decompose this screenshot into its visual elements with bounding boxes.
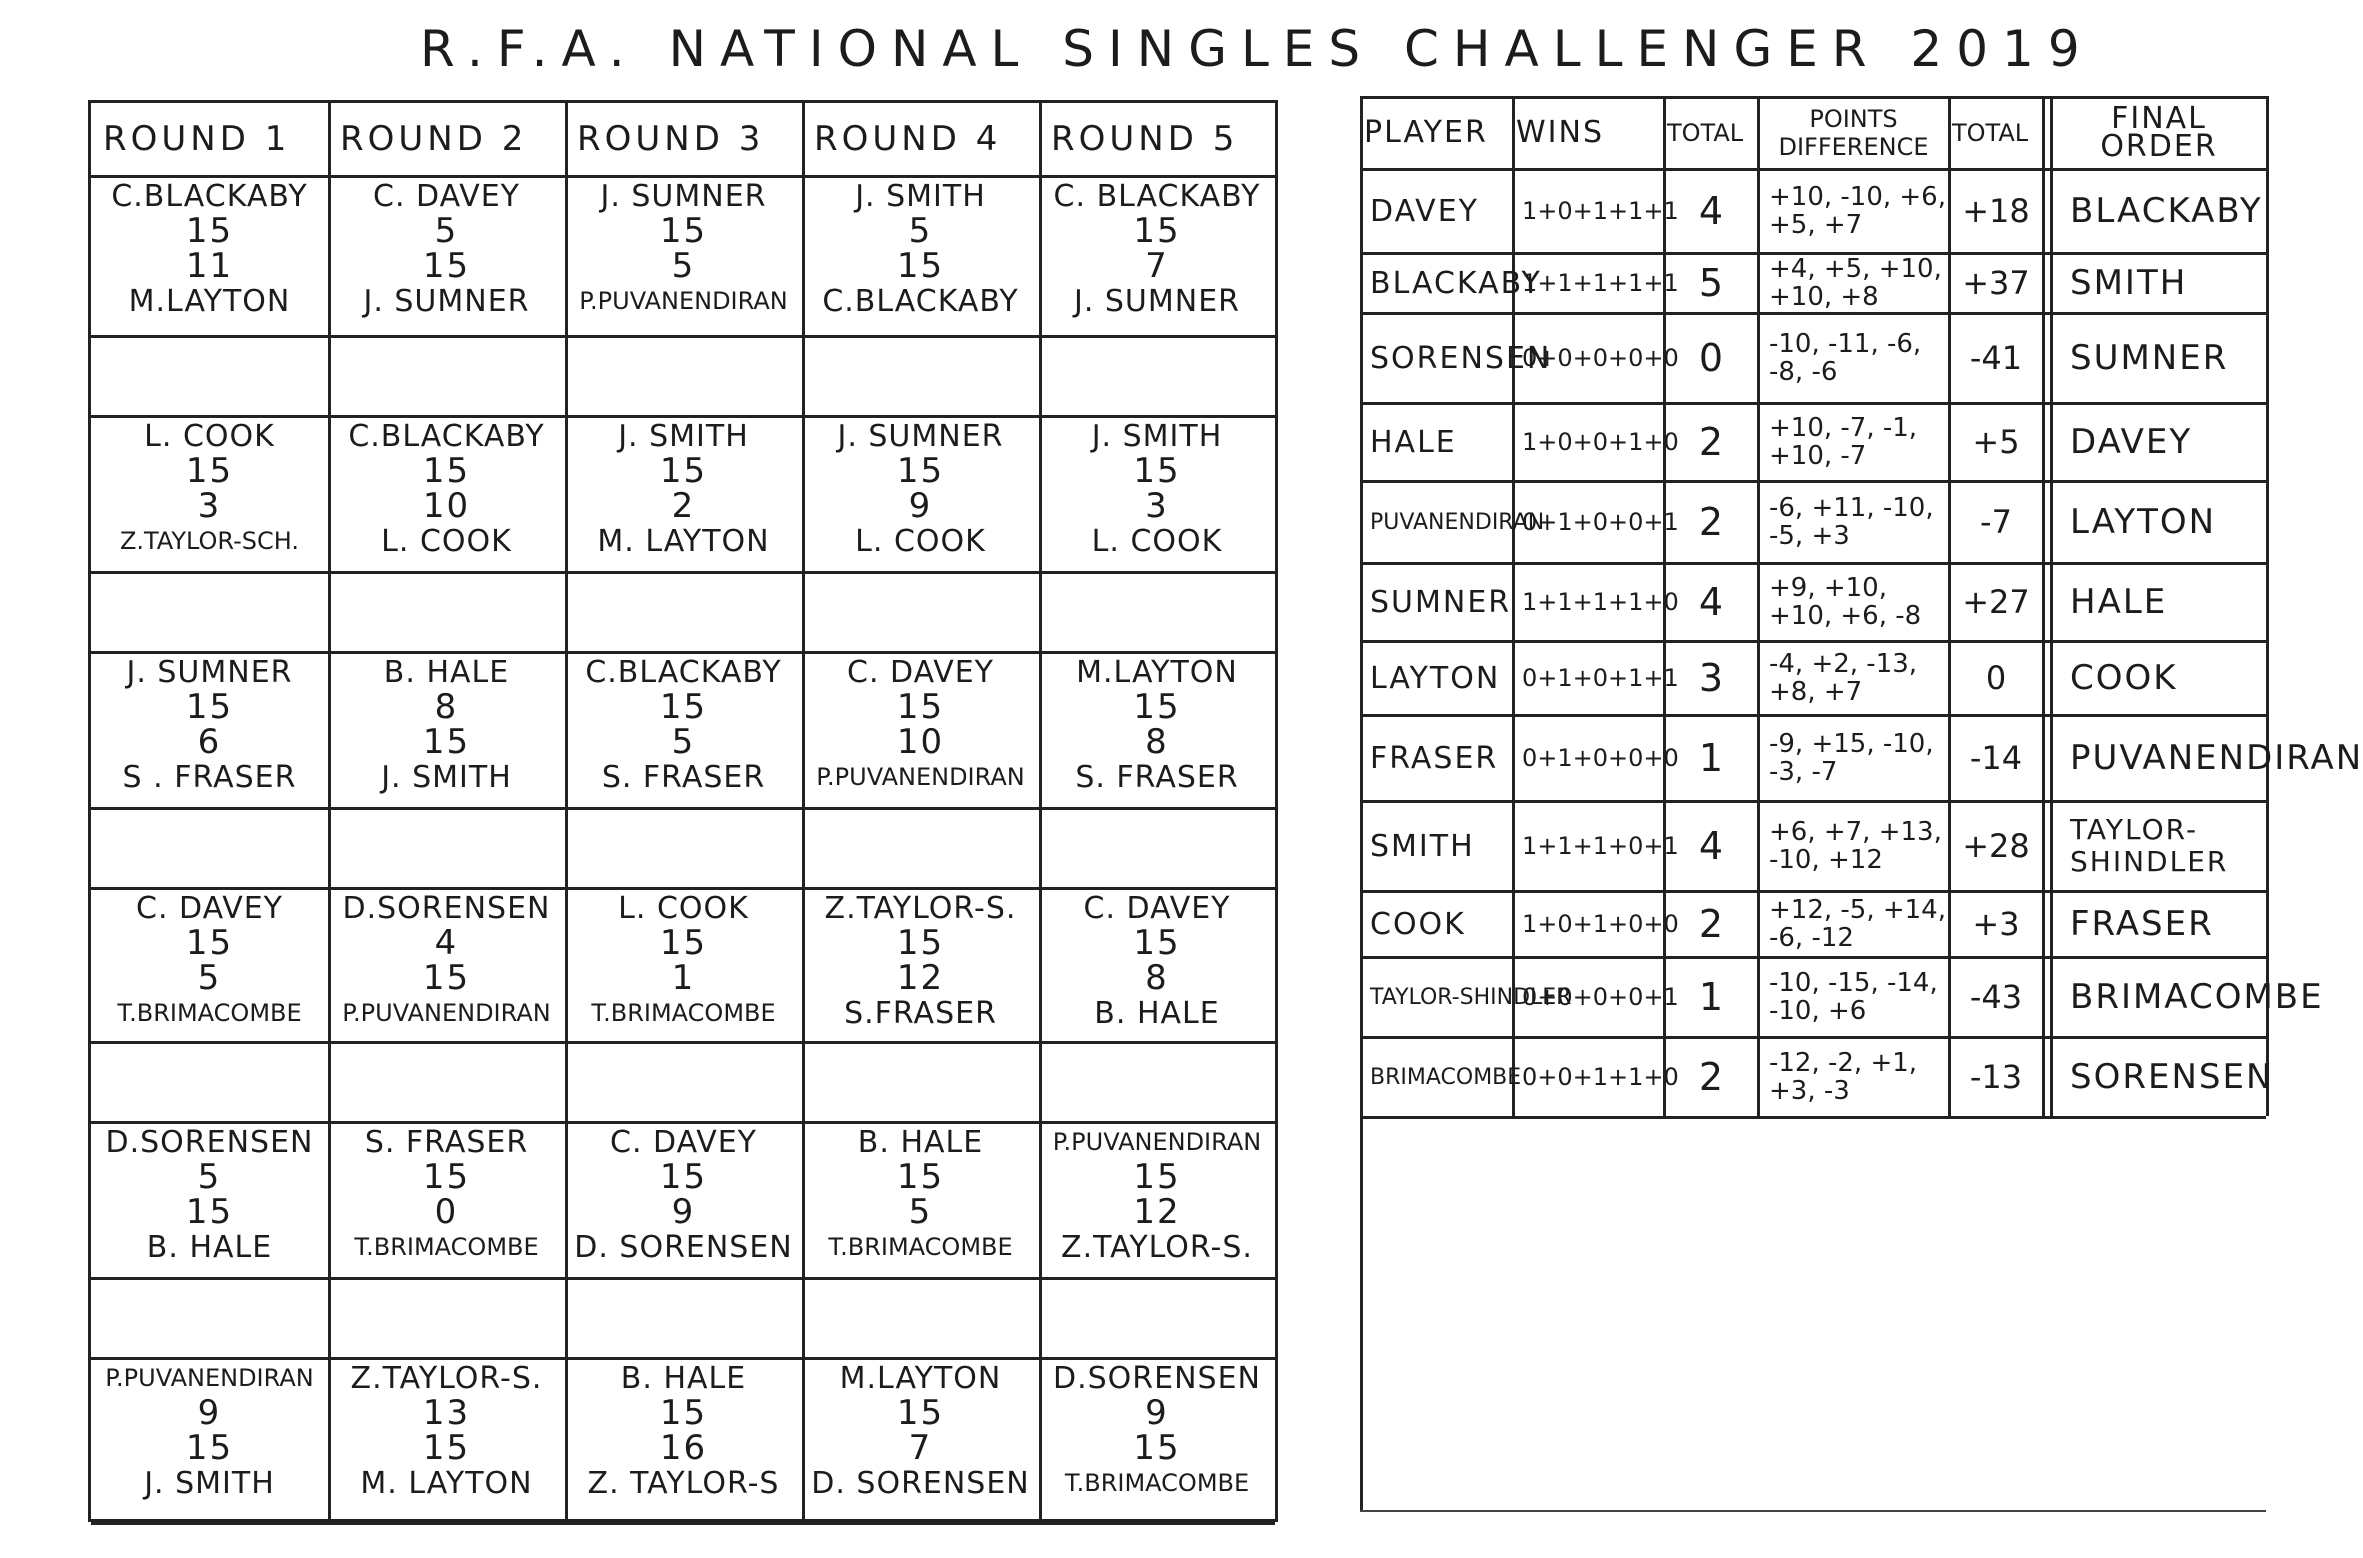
row-total: 0 xyxy=(1698,336,1724,380)
match-score-two: 0 xyxy=(434,1192,459,1232)
match-score-two: 7 xyxy=(1145,246,1169,286)
row-points-difference: +10, -10, +6, +5, +7 xyxy=(1769,182,1946,240)
match-player-two: J. SMITH xyxy=(381,760,512,795)
match-player-two: P.PUVANENDIRAN xyxy=(342,999,551,1027)
match-player-one: C. DAVEY xyxy=(1083,891,1231,926)
row-pd-total: +3 xyxy=(1972,905,2020,943)
match-cell xyxy=(328,651,565,807)
round-header: ROUND 1 xyxy=(103,119,291,159)
table-column-line xyxy=(2050,96,2053,1116)
match-score-two: 9 xyxy=(671,1192,696,1232)
match-player-two: T.BRIMACOMBE xyxy=(828,1233,1013,1261)
row-points-difference: +9, +10, +10, +6, -8 xyxy=(1769,573,1922,631)
row-player-name: DAVEY xyxy=(1370,193,1479,229)
match-cell xyxy=(328,1357,565,1522)
match-score-one: 15 xyxy=(1133,687,1181,727)
match-player-two: Z.TAYLOR-SCH. xyxy=(119,527,300,555)
match-player-two: L. COOK xyxy=(381,524,512,559)
match-player-two: Z.TAYLOR-S. xyxy=(1061,1230,1253,1265)
match-cell xyxy=(1039,1121,1275,1277)
final-order-entry: BRIMACOMBE xyxy=(2070,977,2324,1017)
match-cell xyxy=(1039,175,1275,335)
match-player-one: J. SMITH xyxy=(1091,419,1223,454)
row-total: 2 xyxy=(1698,500,1724,544)
match-cell xyxy=(565,887,802,1041)
match-score-one: 15 xyxy=(659,923,708,963)
match-score-two: 7 xyxy=(908,1428,933,1468)
row-wins: 1+0+1+1+1 xyxy=(1522,197,1679,225)
match-score-two: 12 xyxy=(1133,1192,1181,1232)
row-total: 3 xyxy=(1698,656,1724,700)
row-player-name: LAYTON xyxy=(1370,660,1501,696)
match-score-one: 15 xyxy=(422,1157,471,1197)
match-score-two: 2 xyxy=(671,486,696,526)
match-score-one: 5 xyxy=(908,211,933,251)
match-player-two: J. SMITH xyxy=(144,1466,275,1501)
match-score-one: 15 xyxy=(896,451,945,491)
table-column-line xyxy=(1757,96,1760,1116)
match-player-two: M. LAYTON xyxy=(597,524,770,559)
match-player-two: M. LAYTON xyxy=(360,1466,533,1501)
match-player-two: C.BLACKABY xyxy=(822,284,1019,319)
grid-row-line xyxy=(91,571,1275,574)
match-score-two: 5 xyxy=(671,246,696,286)
match-player-one: C.BLACKABY xyxy=(585,655,782,690)
standings-bottom-line xyxy=(1360,1510,2266,1512)
match-player-one: C. BLACKABY xyxy=(1053,179,1261,214)
match-player-one: D.SORENSEN xyxy=(342,891,551,926)
match-score-two: 5 xyxy=(671,722,696,762)
round-header: ROUND 4 xyxy=(814,119,1002,159)
row-player-name: HALE xyxy=(1370,424,1457,460)
match-cell xyxy=(1039,1357,1275,1522)
match-player-two: L. COOK xyxy=(1091,524,1223,559)
round-header: ROUND 5 xyxy=(1051,119,1239,159)
row-wins: 1+0+1+0+0 xyxy=(1522,910,1679,938)
row-total: 1 xyxy=(1698,975,1724,1019)
match-score-one: 15 xyxy=(659,451,708,491)
match-score-two: 15 xyxy=(422,1428,471,1468)
match-player-two: T.BRIMACOMBE xyxy=(1064,1469,1250,1497)
match-score-one: 8 xyxy=(434,687,459,727)
match-score-two: 15 xyxy=(185,1428,234,1468)
match-player-one: C.BLACKABY xyxy=(111,179,308,214)
match-score-one: 9 xyxy=(197,1393,222,1433)
match-cell xyxy=(802,415,1039,571)
match-cell xyxy=(328,887,565,1041)
final-order-entry: SMITH xyxy=(2070,263,2188,303)
row-points-difference: -10, -15, -14, -10, +6 xyxy=(1769,968,1938,1026)
match-score-two: 3 xyxy=(197,486,222,526)
match-player-two: D. SORENSEN xyxy=(811,1466,1030,1501)
match-player-two: S. FRASER xyxy=(1075,760,1239,795)
match-cell xyxy=(91,415,328,571)
match-player-one: J. SMITH xyxy=(618,419,749,454)
row-points-difference: -4, +2, -13, +8, +7 xyxy=(1769,649,1918,707)
match-player-two: P.PUVANENDIRAN xyxy=(816,763,1025,791)
row-player-name: SORENSEN xyxy=(1370,340,1552,376)
row-wins: 0+1+0+0+1 xyxy=(1522,508,1679,536)
match-player-one: D.SORENSEN xyxy=(105,1125,314,1160)
match-score-one: 15 xyxy=(185,211,234,251)
row-player-name: SMITH xyxy=(1370,828,1475,864)
match-player-one: B. HALE xyxy=(857,1125,984,1160)
match-score-one: 15 xyxy=(896,1157,945,1197)
header-final-order: FINAL ORDER xyxy=(2100,101,2218,164)
row-pd-total: -41 xyxy=(1969,339,2023,377)
row-wins: 1+0+0+1+0 xyxy=(1522,428,1679,456)
match-player-two: S. FRASER xyxy=(601,760,766,795)
match-player-two: S.FRASER xyxy=(844,996,997,1031)
match-player-one: Z.TAYLOR-S. xyxy=(824,891,1017,926)
match-player-two: D. SORENSEN xyxy=(574,1230,793,1265)
grid-row-line xyxy=(91,807,1275,810)
match-player-one: Z.TAYLOR-S. xyxy=(350,1361,543,1396)
match-score-one: 15 xyxy=(659,1157,708,1197)
row-pd-total: +28 xyxy=(1962,827,2030,865)
match-cell xyxy=(565,175,802,335)
round-header: ROUND 2 xyxy=(340,119,528,159)
match-player-one: P.PUVANENDIRAN xyxy=(105,1364,314,1392)
row-total: 5 xyxy=(1698,261,1724,305)
match-cell xyxy=(565,1357,802,1522)
match-score-two: 10 xyxy=(422,486,471,526)
match-score-one: 15 xyxy=(1133,923,1181,963)
match-cell xyxy=(91,175,328,335)
match-player-one: D.SORENSEN xyxy=(1053,1361,1261,1396)
match-player-two: L. COOK xyxy=(855,524,986,559)
match-score-one: 5 xyxy=(197,1157,222,1197)
row-player-name: FRASER xyxy=(1370,740,1499,776)
match-score-one: 15 xyxy=(1133,451,1181,491)
match-score-two: 1 xyxy=(671,958,696,998)
table-column-line xyxy=(2042,96,2045,1116)
grid-row-line xyxy=(91,335,1275,338)
row-wins: 0+1+0+0+0 xyxy=(1522,744,1679,772)
row-pd-total: +27 xyxy=(1962,583,2030,621)
grid-row-line xyxy=(91,1522,1275,1525)
row-pd-total: -7 xyxy=(1980,503,2012,541)
table-row-line xyxy=(1360,1116,2266,1119)
row-wins: 1+1+1+1+1 xyxy=(1522,269,1679,297)
match-cell xyxy=(328,415,565,571)
final-order-entry: COOK xyxy=(2070,658,2178,698)
match-score-one: 9 xyxy=(1145,1393,1169,1433)
match-score-two: 10 xyxy=(896,722,945,762)
match-score-one: 15 xyxy=(185,687,234,727)
row-player-name: COOK xyxy=(1370,906,1466,942)
match-score-one: 15 xyxy=(896,1393,945,1433)
match-player-two: M.LAYTON xyxy=(128,284,291,319)
match-player-one: C. DAVEY xyxy=(847,655,994,690)
match-player-two: P.PUVANENDIRAN xyxy=(579,287,788,315)
match-player-one: M.LAYTON xyxy=(1076,655,1238,690)
match-cell xyxy=(1039,415,1275,571)
match-score-one: 15 xyxy=(659,687,708,727)
row-total: 4 xyxy=(1698,189,1724,233)
match-cell xyxy=(1039,887,1275,1041)
match-player-two: T.BRIMACOMBE xyxy=(591,999,776,1027)
match-player-two: B. HALE xyxy=(146,1230,273,1265)
row-pd-total: +18 xyxy=(1962,192,2030,230)
row-total: 4 xyxy=(1698,580,1724,624)
match-cell xyxy=(91,887,328,1041)
match-player-two: S . FRASER xyxy=(122,760,297,795)
table-column-line xyxy=(1512,96,1515,1116)
match-score-one: 15 xyxy=(1133,1157,1181,1197)
row-total: 2 xyxy=(1698,902,1724,946)
row-wins: 1+1+1+1+0 xyxy=(1522,588,1679,616)
match-player-one: B. HALE xyxy=(620,1361,747,1396)
match-cell xyxy=(328,1121,565,1277)
header-points-difference: POINTS DIFFERENCE xyxy=(1778,105,1929,161)
match-score-two: 11 xyxy=(185,246,234,286)
final-order-entry: PUVANENDIRAN xyxy=(2070,738,2363,778)
match-cell xyxy=(802,887,1039,1041)
final-order-entry: FRASER xyxy=(2070,904,2214,944)
match-player-one: S. FRASER xyxy=(364,1125,529,1160)
header-pd-total: TOTAL xyxy=(1952,119,2029,147)
row-points-difference: -6, +11, -10, -5, +3 xyxy=(1769,493,1934,551)
match-player-one: C. DAVEY xyxy=(610,1125,757,1160)
match-score-two: 8 xyxy=(1145,958,1169,998)
row-points-difference: +10, -7, -1, +10, -7 xyxy=(1769,413,1918,471)
match-cell xyxy=(328,175,565,335)
row-wins: 0+0+1+1+0 xyxy=(1522,1063,1679,1091)
table-column-line xyxy=(1360,96,1363,1116)
final-order-entry: DAVEY xyxy=(2070,422,2193,462)
row-points-difference: +4, +5, +10, +10, +8 xyxy=(1769,254,1942,312)
match-score-one: 15 xyxy=(896,923,945,963)
match-cell xyxy=(802,1357,1039,1522)
header-total: TOTAL xyxy=(1667,119,1744,147)
match-player-one: B. HALE xyxy=(383,655,510,690)
match-score-two: 5 xyxy=(197,958,222,998)
match-cell xyxy=(1039,651,1275,807)
standings-left-border xyxy=(1360,1116,1363,1512)
match-player-two: Z. TAYLOR-S xyxy=(587,1466,780,1501)
match-player-two: T.BRIMACOMBE xyxy=(354,1233,539,1261)
row-points-difference: +6, +7, +13, -10, +12 xyxy=(1769,817,1942,875)
round-header: ROUND 3 xyxy=(577,119,765,159)
match-score-two: 8 xyxy=(1145,722,1169,762)
match-player-one: J. SMITH xyxy=(855,179,986,214)
match-score-one: 4 xyxy=(434,923,459,963)
row-player-name: BRIMACOMBE xyxy=(1370,1064,1522,1090)
final-order-entry: TAYLOR-SHINDLER xyxy=(2070,813,2229,878)
match-score-one: 15 xyxy=(659,211,708,251)
row-pd-total: +37 xyxy=(1962,264,2030,302)
match-player-one: L. COOK xyxy=(144,419,275,454)
match-cell xyxy=(91,1121,328,1277)
row-pd-total: 0 xyxy=(1985,659,2007,697)
table-column-line xyxy=(2266,96,2269,1116)
row-total: 1 xyxy=(1698,736,1724,780)
header-player: PLAYER xyxy=(1364,115,1488,150)
row-player-name: PUVANENDIRAN xyxy=(1370,509,1545,535)
row-wins: 0+0+0+0+1 xyxy=(1522,983,1679,1011)
row-pd-total: +5 xyxy=(1972,423,2020,461)
row-pd-total: -14 xyxy=(1969,739,2023,777)
match-player-two: T.BRIMACOMBE xyxy=(117,999,302,1027)
match-player-one: C. DAVEY xyxy=(373,179,520,214)
row-points-difference: +12, -5, +14, -6, -12 xyxy=(1769,895,1946,953)
match-score-two: 5 xyxy=(908,1192,933,1232)
match-score-one: 15 xyxy=(422,451,471,491)
match-player-one: L. COOK xyxy=(618,891,749,926)
fixtures-grid xyxy=(88,100,1278,1522)
match-cell xyxy=(91,651,328,807)
final-order-entry: SUMNER xyxy=(2070,338,2229,378)
row-total: 4 xyxy=(1698,824,1724,868)
grid-row-line xyxy=(91,1041,1275,1044)
sheet-title: R.F.A. NATIONAL SINGLES CHALLENGER 2019 xyxy=(420,20,2094,78)
final-order-entry: SORENSEN xyxy=(2070,1057,2274,1097)
row-wins: 0+0+0+0+0 xyxy=(1522,344,1679,372)
header-wins: WINS xyxy=(1516,115,1604,150)
match-score-one: 5 xyxy=(434,211,459,251)
match-player-one: P.PUVANENDIRAN xyxy=(1052,1128,1262,1156)
row-points-difference: -10, -11, -6, -8, -6 xyxy=(1769,329,1922,387)
match-player-one: J. SUMNER xyxy=(600,179,767,214)
match-score-two: 6 xyxy=(197,722,222,762)
match-score-two: 15 xyxy=(1133,1428,1181,1468)
match-score-two: 12 xyxy=(896,958,945,998)
match-score-two: 15 xyxy=(422,722,471,762)
match-player-two: J. SUMNER xyxy=(363,284,530,319)
row-wins: 1+1+1+0+1 xyxy=(1522,832,1679,860)
match-score-one: 15 xyxy=(1133,211,1181,251)
match-cell xyxy=(565,1121,802,1277)
match-cell xyxy=(565,651,802,807)
final-order-entry: HALE xyxy=(2070,582,2168,622)
match-score-one: 15 xyxy=(896,687,945,727)
row-player-name: BLACKABY xyxy=(1370,265,1542,301)
standings-table xyxy=(1360,96,2363,1116)
match-player-two: J. SUMNER xyxy=(1073,284,1241,319)
match-score-one: 13 xyxy=(422,1393,471,1433)
row-points-difference: -9, +15, -10, -3, -7 xyxy=(1769,729,1934,787)
match-player-one: J. SUMNER xyxy=(837,419,1004,454)
match-score-two: 16 xyxy=(659,1428,708,1468)
match-player-one: M.LAYTON xyxy=(839,1361,1002,1396)
grid-row-line xyxy=(91,1277,1275,1280)
row-pd-total: -13 xyxy=(1969,1058,2023,1096)
match-cell xyxy=(565,415,802,571)
row-points-difference: -12, -2, +1, +3, -3 xyxy=(1769,1048,1918,1106)
match-player-one: C. DAVEY xyxy=(136,891,283,926)
match-score-one: 15 xyxy=(659,1393,708,1433)
match-score-two: 9 xyxy=(908,486,933,526)
match-player-one: C.BLACKABY xyxy=(348,419,545,454)
match-cell xyxy=(802,1121,1039,1277)
final-order-entry: LAYTON xyxy=(2070,502,2217,542)
match-cell xyxy=(802,651,1039,807)
match-score-one: 15 xyxy=(185,451,234,491)
match-score-two: 15 xyxy=(896,246,945,286)
row-player-name: SUMNER xyxy=(1370,584,1512,620)
match-score-one: 15 xyxy=(185,923,234,963)
table-column-line xyxy=(1948,96,1951,1116)
match-cell xyxy=(91,1357,328,1522)
row-player-name: TAYLOR-SHINDLER xyxy=(1370,984,1572,1010)
match-cell xyxy=(802,175,1039,335)
match-player-one: J. SUMNER xyxy=(126,655,293,690)
match-score-two: 15 xyxy=(422,246,471,286)
row-total: 2 xyxy=(1698,1055,1724,1099)
match-score-two: 15 xyxy=(422,958,471,998)
row-pd-total: -43 xyxy=(1969,978,2023,1016)
match-score-two: 3 xyxy=(1145,486,1169,526)
row-wins: 0+1+0+1+1 xyxy=(1522,664,1679,692)
row-total: 2 xyxy=(1698,420,1724,464)
match-score-two: 15 xyxy=(185,1192,234,1232)
final-order-entry: BLACKABY xyxy=(2070,191,2263,231)
match-player-two: B. HALE xyxy=(1094,996,1220,1031)
